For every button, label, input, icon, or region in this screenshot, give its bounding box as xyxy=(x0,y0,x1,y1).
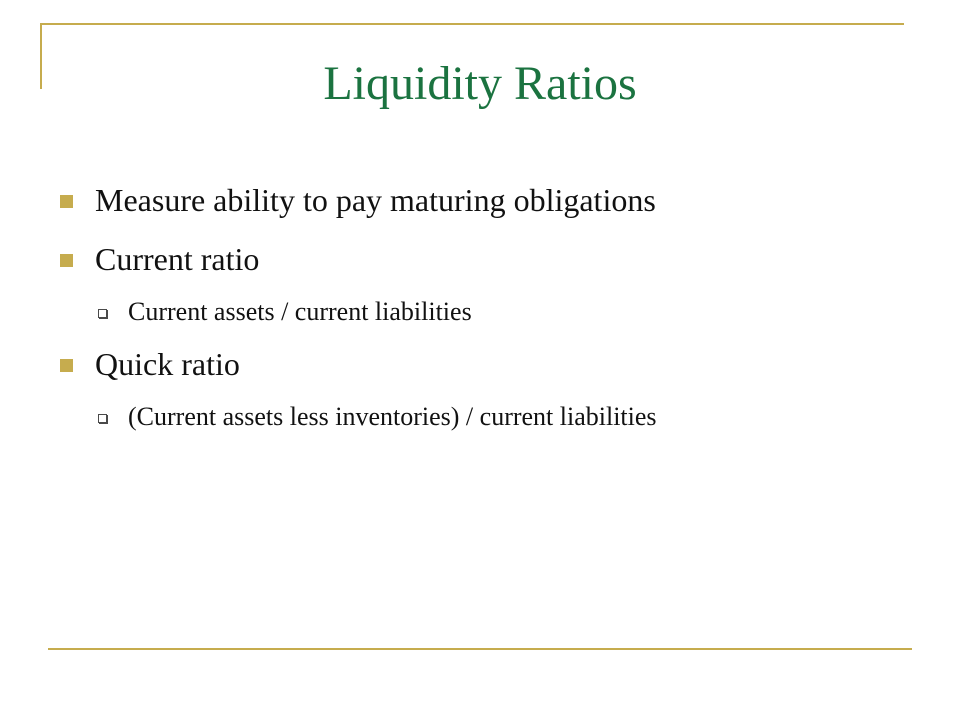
square-bullet-icon xyxy=(60,359,73,372)
sub-bullet-item xyxy=(60,389,920,445)
square-bullet-icon xyxy=(60,254,73,267)
hollow-square-bullet-icon xyxy=(98,414,107,423)
bullet-text: Current ratio xyxy=(95,241,260,277)
bullet-item xyxy=(60,340,920,389)
slide-title: Liquidity Ratios xyxy=(323,57,637,110)
frame-top-line xyxy=(40,23,904,25)
sub-bullet-item xyxy=(60,284,920,340)
bullet-text: Measure ability to pay maturing obligations xyxy=(95,182,656,218)
hollow-square-bullet-icon xyxy=(98,309,107,318)
bullet-item xyxy=(60,235,920,284)
square-bullet-icon xyxy=(60,195,73,208)
bullet-list xyxy=(60,176,920,445)
bullet-item xyxy=(60,176,920,225)
sub-bullet-text: Current assets / current liabilities xyxy=(128,297,472,326)
bullet-text: Quick ratio xyxy=(95,346,240,382)
footer-line xyxy=(48,648,912,650)
sub-bullet-text: (Current assets less inventories) / current liabilities xyxy=(128,402,657,431)
